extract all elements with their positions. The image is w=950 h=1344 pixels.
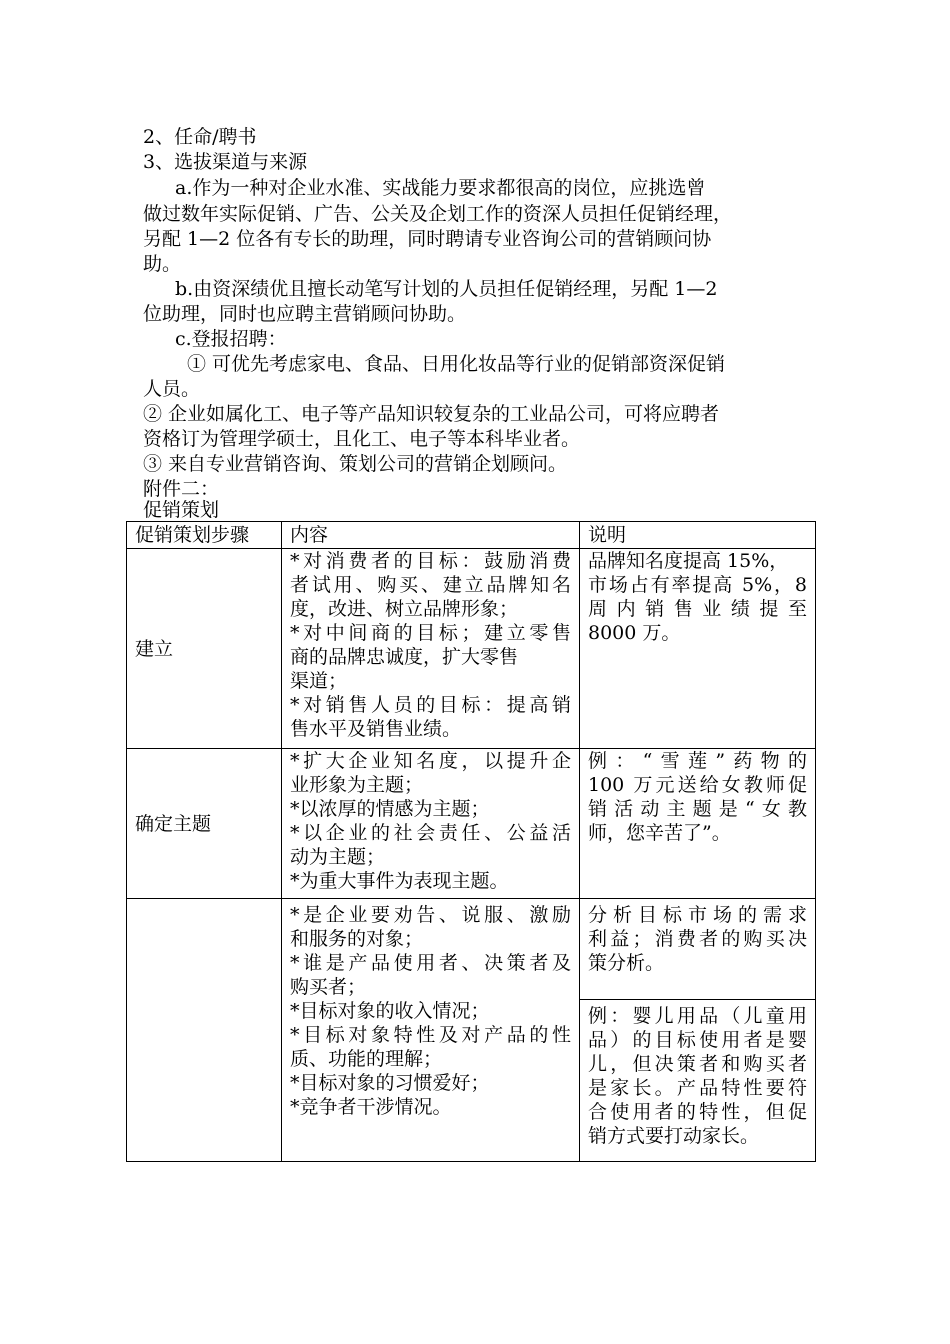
promotion-plan-table — [126, 521, 816, 1162]
table-title: 促销策划 — [143, 499, 220, 521]
content-line: *目标对象的收入情况； — [290, 1000, 490, 1022]
note-line: 100 万元送给女教师促 — [588, 774, 807, 796]
note-line: 品牌知名度提高 15%， — [588, 550, 789, 572]
note-line: 8000 万。 — [588, 622, 681, 644]
note-line: 是家长。产品特性要符 — [588, 1077, 807, 1099]
content-line: 渠道； — [290, 670, 348, 692]
note-line: 师，您辛苦了”。 — [588, 822, 731, 844]
note-analysis — [588, 903, 807, 999]
list-item-3: ③ 来自专业营销咨询、策划公司的营销企划顾问。 — [143, 453, 568, 475]
header-step: 促销策划步骤 — [127, 522, 282, 549]
note-line: 例：“雪莲”药物的 — [588, 750, 807, 772]
content-cell — [282, 749, 580, 899]
paragraph-a-line-4: 助。 — [143, 253, 182, 275]
content-line: 购买者； — [290, 976, 367, 998]
attachment-label: 附件二： — [143, 478, 220, 500]
content-line: *是企业要劝告、说服、激励 — [290, 904, 571, 926]
content-line: *对中间商的目标；建立零售 — [290, 622, 571, 644]
list-item-1-line-1: ① 可优先考虑家电、食品、日用化妆品等行业的促销部资深促销 — [187, 353, 726, 375]
note-line: 合使用者的特性，但促 — [588, 1101, 807, 1123]
table-row — [127, 899, 816, 1162]
paragraph-c-heading: c.登报招聘： — [175, 328, 287, 350]
paragraph-a-line-1: a.作为一种对企业水准、实战能力要求都很高的岗位，应挑选曾 — [175, 177, 706, 199]
note-line: 品）的目标使用者是婴 — [588, 1029, 807, 1051]
list-item-1-line-2: 人员。 — [143, 378, 201, 400]
content-line: *以浓厚的情感为主题； — [290, 798, 490, 820]
content-line: *目标对象特性及对产品的性 — [290, 1024, 571, 1046]
content-line: 者试用、购买、建立品牌知名 — [290, 574, 571, 596]
header-note: 说明 — [580, 522, 816, 549]
table-row — [127, 549, 816, 749]
note-cell — [580, 549, 816, 749]
paragraph-b-line-2: 位助理，同时也应聘主营销顾问协助。 — [143, 303, 467, 325]
content-line: *为重大事件为表现主题。 — [290, 870, 509, 892]
note-line: 利益；消费者的购买决 — [588, 928, 807, 950]
section-channels: 3、选拔渠道与来源 — [143, 151, 308, 173]
note-example — [580, 999, 815, 1148]
content-line: *对消费者的目标：鼓励消费 — [290, 550, 571, 572]
content-line: *以企业的社会责任、公益活 — [290, 822, 571, 844]
content-line: *竞争者干涉情况。 — [290, 1096, 452, 1118]
note-line: 销活动主题是“女教 — [588, 798, 807, 820]
list-item-2-line-1: ② 企业如属化工、电子等产品知识较复杂的工业品公司，可将应聘者 — [143, 403, 720, 425]
paragraph-b-line-1: b.由资深绩优且擅长动笔写计划的人员担任促销经理，另配 1—2 — [175, 278, 718, 300]
paragraph-a-line-3: 另配 1—2 位各有专长的助理，同时聘请专业咨询公司的营销顾问协 — [143, 228, 712, 250]
list-item-2-line-2: 资格订为管理学硕士，且化工、电子等本科毕业者。 — [143, 428, 581, 450]
paragraph-a-line-2: 做过数年实际促销、广告、公关及企划工作的资深人员担任促销经理， — [143, 203, 733, 225]
step-cell: 建立 — [127, 549, 282, 749]
content-line: 质、功能的理解； — [290, 1048, 443, 1070]
content-line: 度，改进、树立品牌形象； — [290, 598, 519, 620]
note-line: 儿，但决策者和购买者 — [588, 1053, 807, 1075]
header-content: 内容 — [282, 522, 580, 549]
content-line: 商的品牌忠诚度，扩大零售 — [290, 646, 519, 668]
content-line: 和服务的对象； — [290, 928, 424, 950]
note-cell — [580, 749, 816, 899]
content-line: 动为主题； — [290, 846, 386, 868]
content-cell — [282, 549, 580, 749]
note-line: 例：婴儿用品（儿童用 — [588, 1005, 807, 1027]
content-line: 业形象为主题； — [290, 774, 424, 796]
note-line: 策分析。 — [588, 952, 665, 974]
section-appointment: 2、任命/聘书 — [143, 126, 257, 148]
table-row — [127, 749, 816, 899]
note-cell — [580, 899, 816, 1162]
content-cell — [282, 899, 580, 1162]
content-line: *目标对象的习惯爱好； — [290, 1072, 490, 1094]
note-line: 销方式要打动家长。 — [588, 1125, 760, 1147]
note-line: 周内销售业绩提至 — [588, 598, 807, 620]
content-line: 售水平及销售业绩。 — [290, 718, 462, 740]
table-header-row — [127, 522, 816, 549]
content-line: *对销售人员的目标：提高销 — [290, 694, 571, 716]
content-line: *扩大企业知名度，以提升企 — [290, 750, 571, 772]
note-line: 市场占有率提高 5%，8 — [588, 574, 807, 596]
step-cell — [127, 899, 282, 1162]
content-line: *谁是产品使用者、决策者及 — [290, 952, 571, 974]
note-line: 分析目标市场的需求 — [588, 904, 807, 926]
step-cell: 确定主题 — [127, 749, 282, 899]
